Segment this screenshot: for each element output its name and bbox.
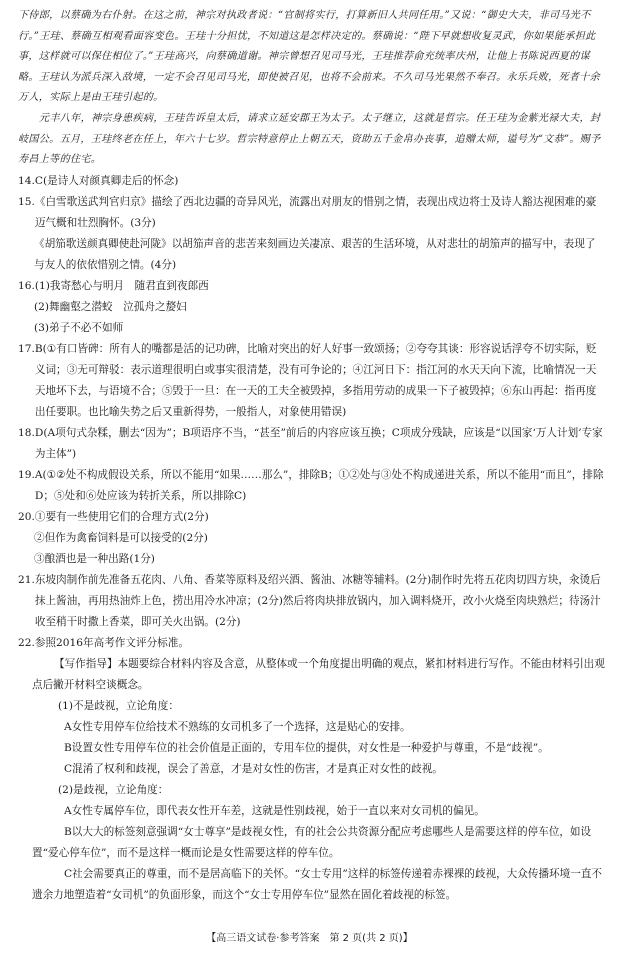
answer-text: B(①有口皆碑：所有人的嘴都是活的记功碑，比喻对突出的好人好事一致颂扬；②夸夸其谈：形容说话浮夸不切实际，贬义词；③无可辩驳：表示道理很明白或事实很清楚，没有可争论的；④江河日下：指江河的水天天向下流，比喻情况一天天地坏下去，与语境不合；⑤毁于一旦：在一天的工夫全被毁掉，多指用劳动的成果一下子被毁掉；⑥东山再起：指再度出任要职。也比喻失势之后又重新得势，一般指人，对象使用错误) (34, 342, 597, 418)
answer-number: 21. (18, 573, 35, 586)
stance-2-point-a: A女性专属停车位，即代表女性开车差，这就是性别歧视，始于一直以来对女司机的偏见。 (64, 804, 485, 817)
answer-text: ②但作为禽畜饲料是可以接受的(2分) (34, 531, 208, 544)
answer-text: A(①②处不构成假设关系，所以不能用“如果……那么”，排除B；①②处与③处不构成递进关系，所以不能用“而且”，排除D；⑤处和⑥处应该为转折关系，所以排除C) (34, 468, 604, 502)
answer-item (18, 507, 605, 528)
answer-text: D(A项句式杂糅，删去“因为”；B项语序不当，“甚至”前后的内容应该互换；C项成分残缺，应该是“以国家‘万人计划’专家为主体”) (34, 426, 603, 460)
answer-item (18, 234, 605, 276)
answer-item (18, 465, 605, 507)
writing-guide-intro: 【写作指导】本题要综合材料内容及含意，从整体或一个角度提出明确的观点，紧扣材料进行写作。不能由材料引出观点后撇开材料空谈概念。 (32, 657, 605, 691)
stance-2-point-c: C社会需要真正的尊重，而不是居高临下的关怀。“女士专用”这样的标签传递着赤裸裸的歧视，大众传播环境一直不遗余力地塑造着“女司机”的负面形象，而这个“女士专用停车位”显然在固化着歧视的标签。 (32, 867, 603, 901)
translation-paragraph-2: 元丰八年，神宗身患疾病，王珪告诉皇太后，请求立延安郡王为太子。太子继立，这就是哲宗。任王珪为金紫光禄大夫，封岐国公。五月，王珪终老在任上，年六十七岁。哲宗特意停止上朝五天，资助五千金帛办丧事，追赠太师，谥号为“文恭”。赐予寿昌上等的住宅。 (18, 112, 601, 166)
stance-1-title: (1)不是歧视，立论角度： (58, 699, 179, 712)
stance-1-point-a: A女性专用停车位给技术不熟练的女司机多了一个选择，这是贴心的安排。 (64, 720, 411, 733)
answer-list (18, 171, 605, 654)
stance-2-point-b: B以大大的标签刻意强调“女士尊享”是歧视女性，有的社会公共资源分配应考虑哪些人是需要这样的停车位，如设置“爱心停车位”，而不是这样一概而论是女性需要这样的停车位。 (32, 825, 592, 859)
answer-item (18, 339, 605, 423)
answer-number: 19. (18, 468, 35, 481)
answer-number (18, 549, 34, 570)
answer-number: 22. (18, 636, 35, 649)
answer-item (18, 276, 605, 297)
answer-number: 14. (18, 174, 35, 187)
answer-number: 16. (18, 279, 35, 292)
answer-number (18, 234, 34, 276)
answer-text: (1)我寄愁心与明月 随君直到夜郎西 (34, 279, 209, 292)
answer-text: ③酿酒也是一种出路(1分) (34, 552, 155, 565)
stance-2-title: (2)是歧视，立论角度： (58, 783, 169, 796)
answer-number: 20. (18, 510, 35, 523)
stance-1-point-c: C混淆了权利和歧视，误会了善意，才是对女性的伤害，才是真正对女性的歧视。 (64, 762, 443, 775)
answer-text: (2)舞幽壑之潜蛟 泣孤舟之嫠妇 (34, 300, 187, 313)
answer-item (18, 570, 605, 633)
answer-text: 《胡笳歌送颜真卿使赴河陇》以胡笳声音的悲苦来刻画边关凄凉、艰苦的生活环境，从对悲壮的胡笳声的描写中，表现了与友人的依依惜别之情。(4分) (34, 237, 596, 271)
answer-number (18, 528, 34, 549)
answer-number: 17. (18, 342, 35, 355)
page-footer: 【高三语文试卷·参考答案 第 2 页(共 2 页)】 (206, 933, 413, 944)
answer-number (18, 318, 34, 339)
answer-text: (3)弟子不必不如师 (34, 321, 124, 334)
translation-paragraph-1: 下侍郎，以蔡确为右仆射。在这之前，神宗对执政者说：“官制将实行，打算新旧人共同任用。”又说：“御史大夫，非司马光不行。”王珪、蔡确互相观看面容变色。王珪十分担忧，不知道这是怎样决定的。蔡确说：“陛下早就想收复灵武，你如果能承担此事，这样就可以保住相位了。”王珪高兴，向蔡确道谢。神宗曾想召见司马光，王珪推荐俞充统率庆州，让他上书陈说西夏的谋略。王珪认为派兵深入敌境，一定不会召见司马光，即使被召见，也将不会前来。不久司马光果然不奉召。永乐兵败，死者十余万人，实际上是由王珪引起的。 (18, 10, 601, 104)
answer-text: 参照2016年高考作文评分标准。 (34, 636, 189, 649)
answer-item (18, 192, 605, 234)
answer-text: ①要有一些使用它们的合理方式(2分) (34, 510, 209, 523)
answer-item (18, 549, 605, 570)
answer-item (18, 528, 605, 549)
answer-item (18, 297, 605, 318)
answer-item (18, 318, 605, 339)
answer-text: C(是诗人对颜真卿走后的怀念) (34, 174, 179, 187)
answer-document (0, 6, 619, 906)
answer-item (18, 633, 605, 654)
answer-number (18, 297, 34, 318)
answer-number: 15. (18, 195, 35, 208)
answer-text: 东坡肉制作前先准备五花肉、八角、香菜等原料及绍兴酒、酱油、冰糖等辅料。(2分)制作时先将五花肉切四方块，汆烫后抹上酱油，再用热油炸上色，捞出用冷水冲凉；(2分)然后将肉块排放锅内，加入调料烧开，改小火烧至肉块熟烂；待汤汁收至稍干时撒上香菜，即可关火出锅。(2分) (34, 573, 601, 628)
answer-text: 《白雪歌送武判官归京》描绘了西北边疆的奇异风光，流露出对朋友的惜别之情，表现出戍边将士及诗人豁达视困难的豪迈气概和壮烈胸怀。(3分) (34, 195, 597, 229)
answer-number: 18. (18, 426, 35, 439)
stance-1-point-b: B设置女性专用停车位的社会价值是正面的，专用车位的提供，对女性是一种爱护与尊重，不是“歧视”。 (64, 741, 549, 754)
answer-item (18, 423, 605, 465)
answer-item (18, 171, 605, 192)
